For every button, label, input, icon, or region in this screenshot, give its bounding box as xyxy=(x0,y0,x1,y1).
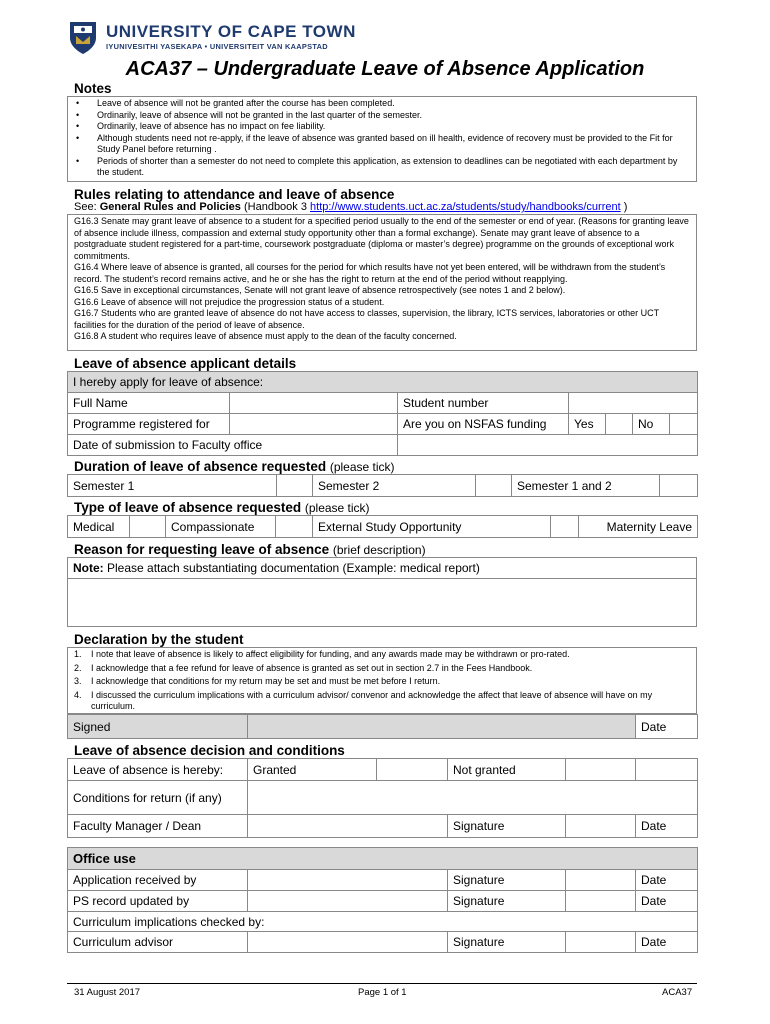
crest-icon xyxy=(68,20,98,56)
student-number-field[interactable] xyxy=(569,393,698,414)
faculty-manager-label: Faculty Manager / Dean xyxy=(68,815,248,838)
rule-paragraph: G16.7 Students who are granted leave of absence do not have access to classes, supervision, the library, ICTS services, laboratories or other UCT facilities for the duration of the period of leave of absence. xyxy=(74,308,659,330)
granted-checkbox[interactable] xyxy=(377,759,448,781)
see-bold: General Rules and Policies xyxy=(99,201,241,213)
semester-2-label: Semester 2 xyxy=(313,475,476,497)
faculty-signature-field[interactable] xyxy=(566,815,636,838)
ps-record-date-label: Date xyxy=(636,891,698,912)
reason-heading xyxy=(74,542,426,557)
curriculum-date-label: Date xyxy=(636,932,698,953)
declaration-number: 2. xyxy=(74,662,82,673)
semester-1-label: Semester 1 xyxy=(68,475,277,497)
faculty-date-label: Date xyxy=(636,815,698,838)
semester-1-and-2-label: Semester 1 and 2 xyxy=(512,475,660,497)
not-granted-label: Not granted xyxy=(448,759,566,781)
duration-heading-text: Duration of leave of absence requested xyxy=(74,459,327,474)
rule-paragraph: G16.4 Where leave of absence is granted, all courses for the period for which results have not yet been entered, will be withdrawn from the student’s record. The student’s record remains active, and he or she has the right to return at the end of the period without reapplying. xyxy=(74,262,666,284)
apply-line: I hereby apply for leave of absence: xyxy=(68,372,698,393)
type-table xyxy=(67,515,698,538)
applicant-table xyxy=(67,371,698,456)
signed-field[interactable] xyxy=(248,715,636,739)
student-number-label: Student number xyxy=(398,393,569,414)
declaration-text: I note that leave of absence is likely to affect eligibility for funding, and any awards made may be withdrawn or pro-rated. xyxy=(91,649,570,659)
duration-table xyxy=(67,474,698,497)
handbook-reference xyxy=(74,201,627,213)
decision-hereby-label: Leave of absence is hereby: xyxy=(68,759,248,781)
reason-note-bold: Note: xyxy=(73,561,104,575)
ps-record-signature-label: Signature xyxy=(448,891,566,912)
nsfas-no-label: No xyxy=(633,414,670,435)
granted-label: Granted xyxy=(248,759,377,781)
declaration-item xyxy=(74,663,692,675)
reason-note xyxy=(68,558,697,579)
external-study-checkbox[interactable] xyxy=(551,516,579,538)
declaration-item xyxy=(74,649,692,661)
programme-label: Programme registered for xyxy=(68,414,230,435)
curriculum-checked-label: Curriculum implications checked by: xyxy=(68,912,698,932)
footer-page: Page 1 of 1 xyxy=(358,987,407,998)
semester-2-checkbox[interactable] xyxy=(476,475,512,497)
date-submission-field[interactable] xyxy=(398,435,698,456)
type-heading xyxy=(74,500,370,515)
notes-list xyxy=(68,97,696,180)
signed-label: Signed xyxy=(68,715,248,739)
declaration-text: I acknowledge that conditions for my return may be set and must be met before I return. xyxy=(91,676,441,686)
declaration-number: 3. xyxy=(74,676,82,686)
decision-table xyxy=(67,758,698,838)
conditions-field[interactable] xyxy=(248,781,698,815)
rule-paragraph: G16.8 A student who requires leave of absence must apply to the dean of the faculty concerned. xyxy=(74,331,457,341)
declaration-heading: Declaration by the student xyxy=(74,632,244,647)
declaration-number: 4. xyxy=(74,689,82,700)
see-mid: (Handbook 3 xyxy=(240,201,311,213)
declaration-number: 1. xyxy=(74,649,82,659)
medical-checkbox[interactable] xyxy=(130,516,166,538)
declaration-text: I acknowledge that a fee refund for leave of absence is granted as set out in section 2.7 in the Fees Handbook. xyxy=(91,662,533,673)
rule-paragraph: G16.5 Save in exceptional circumstances, Senate will not grant leave of absence retrospectively (see notes 1 and 2 below). xyxy=(74,285,566,295)
full-name-field[interactable] xyxy=(230,393,398,414)
medical-label: Medical xyxy=(68,516,130,538)
ps-record-field[interactable] xyxy=(248,891,448,912)
compassionate-checkbox[interactable] xyxy=(276,516,313,538)
declaration-box xyxy=(67,647,697,714)
rule-paragraph: G16.3 Senate may grant leave of absence to a student for a specified period usually to the end of the semester or end of year. (Reasons for granting leave of absence include illness, compassion and external study opportunity other than a formal exchange). Senate may grant leave of absence to a postgraduate student registered for a part-time, coursework postgraduate (diploma or master’s degree) programme on the grounds of exceptional work commitments. xyxy=(74,216,689,261)
note-item: • Ordinarily, leave of absence will not be granted in the last quarter of the semester. xyxy=(76,110,692,122)
semester-1-and-2-checkbox[interactable] xyxy=(660,475,698,497)
app-received-label: Application received by xyxy=(68,870,248,891)
logo-subtitle: IYUNIVESITHI YASEKAPA • UNIVERSITEIT VAN KAAPSTAD xyxy=(106,42,328,51)
full-name-label: Full Name xyxy=(68,393,230,414)
curriculum-signature-field[interactable] xyxy=(566,932,636,953)
note-item: • Although students need not re-apply, if the leave of absence was granted based on ill health, evidence of recovery must be provided to the Fit for Study Panel before returning . xyxy=(76,133,692,156)
declaration-item xyxy=(74,690,692,713)
declaration-text: I discussed the curriculum implications with a curriculum advisor/ convenor and acknowledge the affect that leave of absence will have on my curriculum. xyxy=(91,689,653,711)
see-suffix: ) xyxy=(620,201,628,213)
conditions-label: Conditions for return (if any) xyxy=(68,781,248,815)
reason-note-text: Please attach substantiating documentation (Example: medical report) xyxy=(103,561,480,575)
page-title: ACA37 – Undergraduate Leave of Absence Application xyxy=(125,58,645,80)
maternity-leave-label: Maternity Leave xyxy=(579,516,698,538)
office-use-heading: Office use xyxy=(68,848,698,870)
app-received-field[interactable] xyxy=(248,870,448,891)
app-received-date-label: Date xyxy=(636,870,698,891)
ps-record-signature-field[interactable] xyxy=(566,891,636,912)
semester-1-checkbox[interactable] xyxy=(277,475,313,497)
notes-heading: Notes xyxy=(74,81,112,96)
rules-heading: Rules relating to attendance and leave of absence xyxy=(74,187,395,202)
curriculum-advisor-field[interactable] xyxy=(248,932,448,953)
not-granted-checkbox[interactable] xyxy=(566,759,636,781)
applicant-heading: Leave of absence applicant details xyxy=(74,356,297,371)
app-received-signature-field[interactable] xyxy=(566,870,636,891)
see-prefix: See: xyxy=(74,201,100,213)
programme-field[interactable] xyxy=(230,414,398,435)
reason-heading-sub: (brief description) xyxy=(332,543,426,557)
footer-divider xyxy=(67,983,697,984)
decision-heading: Leave of absence decision and conditions xyxy=(74,743,345,758)
type-heading-sub: (please tick) xyxy=(304,501,370,515)
duration-heading-sub: (please tick) xyxy=(329,460,395,474)
note-item: • Ordinarily, leave of absence has no impact on fee liability. xyxy=(76,121,692,133)
footer-date: 31 August 2017 xyxy=(74,987,141,998)
note-item: • Leave of absence will not be granted after the course has been completed. xyxy=(76,98,692,110)
declaration-date-label: Date xyxy=(636,715,698,739)
rules-box xyxy=(67,214,697,351)
curriculum-advisor-label: Curriculum advisor xyxy=(68,932,248,953)
nsfas-yes-checkbox[interactable] xyxy=(606,414,633,435)
rule-paragraph: G16.6 Leave of absence will not prejudice the progression status of a student. xyxy=(74,296,385,307)
office-use-table xyxy=(67,847,698,953)
uct-logo xyxy=(66,20,356,56)
reason-description-field[interactable] xyxy=(68,579,697,627)
faculty-signature-label: Signature xyxy=(448,815,566,838)
nsfas-label: Are you on NSFAS funding xyxy=(398,414,569,435)
curriculum-signature-label: Signature xyxy=(448,932,566,953)
note-item: • Periods of shorter than a semester do not need to complete this application, as extension to deadlines can be negotiated with each department by the student. xyxy=(76,156,692,179)
date-submission-label: Date of submission to Faculty office xyxy=(68,435,398,456)
declaration-list xyxy=(68,648,696,714)
handbook-link[interactable]: http://www.students.uct.ac.za/students/study/handbooks/current xyxy=(310,201,621,213)
declaration-item xyxy=(74,676,692,688)
reason-heading-text: Reason for requesting leave of absence xyxy=(74,542,330,557)
not-granted-extra[interactable] xyxy=(636,759,698,781)
faculty-manager-field[interactable] xyxy=(248,815,448,838)
nsfas-yes-label: Yes xyxy=(569,414,606,435)
app-received-signature-label: Signature xyxy=(448,870,566,891)
notes-box xyxy=(67,96,697,182)
footer-code: ACA37 xyxy=(662,987,693,998)
nsfas-no-checkbox[interactable] xyxy=(670,414,698,435)
signed-table xyxy=(67,714,698,739)
logo-title: UNIVERSITY OF CAPE TOWN xyxy=(106,22,356,41)
duration-heading xyxy=(74,459,395,474)
ps-record-label: PS record updated by xyxy=(68,891,248,912)
external-study-label: External Study Opportunity xyxy=(313,516,551,538)
reason-table xyxy=(67,557,697,627)
type-heading-text: Type of leave of absence requested xyxy=(74,500,302,515)
compassionate-label: Compassionate xyxy=(166,516,276,538)
